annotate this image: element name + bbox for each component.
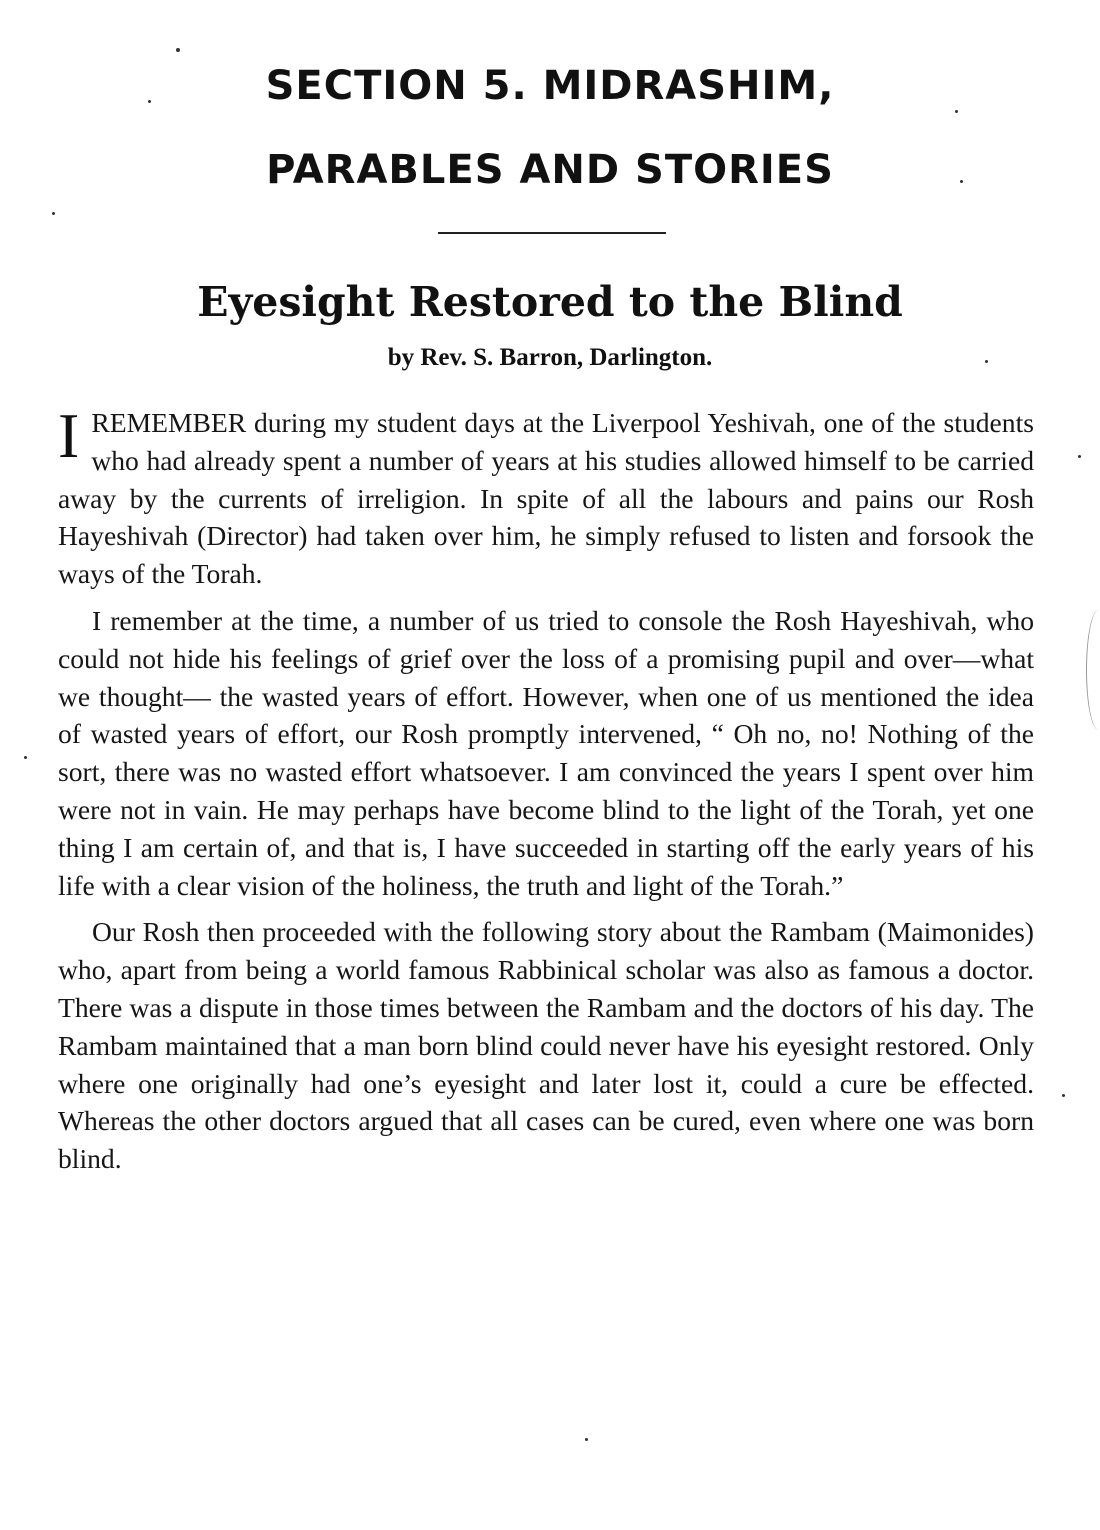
story-byline: by Rev. S. Barron, Darlington. — [387, 344, 713, 371]
scan-speck — [24, 756, 27, 759]
scan-speck — [955, 110, 958, 113]
scan-speck — [585, 1438, 588, 1441]
paragraph-1 — [58, 400, 1034, 593]
scan-speck — [176, 48, 180, 52]
section-heading — [0, 44, 1100, 212]
scan-speck — [1078, 455, 1081, 458]
drop-cap: I — [58, 400, 80, 471]
scan-speck — [985, 360, 988, 363]
section-heading-line-1: SECTION 5. MIDRASHIM, — [265, 63, 835, 109]
section-heading-line-2: PARABLES AND STORIES — [266, 147, 834, 193]
scan-speck — [52, 212, 55, 215]
paragraph-1-text: REMEMBER during my student days at the Liverpool Yeshivah, one of the students who had already spent a number of years at his studies allowed himself to be carried away by the currents of irreligion. In spite of all the labours and pains our Rosh Hayeshivah (Director) had taken over him, he simply refused to listen and forsook the ways of the Torah. — [58, 407, 1034, 590]
section-divider — [438, 232, 666, 234]
paragraph-2: I remember at the time, a number of us tried to console the Rosh Hayeshivah, who could not hide his feelings of grief over the loss of a promising pupil and over—what we thought— the wasted years of effort. However, when one of us mentioned the idea of wasted years of effort, our Rosh promptly intervened, “ Oh no, no! Nothing of the sort, there was no wasted effort whatsoever. I am convinced the years I spent over him were not in vain. He may perhaps have become blind to the light of the Torah, yet one thing I am certain of, and that is, I have succeeded in starting off the early years of his life with a clear vision of the holiness, the truth and light of the Torah.” — [58, 604, 1034, 901]
story-title: Eyesight Restored to the Blind — [197, 278, 903, 326]
paragraph-3: Our Rosh then proceeded with the following story about the Rambam (Maimonides) who, apart from being a world famous Rabbinical scholar was also as famous a doctor. There was a dispute in those times between the Rambam and the doctors of his day. The Rambam maintained that a man born blind could never have his eyesight restored. Only where one originally had one’s eyesight and later lost it, could a cure be effected. Whereas the other doctors argued that all cases can be cured, even where one was born blind. — [58, 916, 1034, 1175]
scan-speck — [148, 100, 151, 103]
scan-speck — [1062, 1094, 1065, 1097]
story-body — [58, 400, 1034, 1178]
scan-speck — [960, 180, 963, 183]
scan-edge-mark — [1086, 610, 1100, 730]
